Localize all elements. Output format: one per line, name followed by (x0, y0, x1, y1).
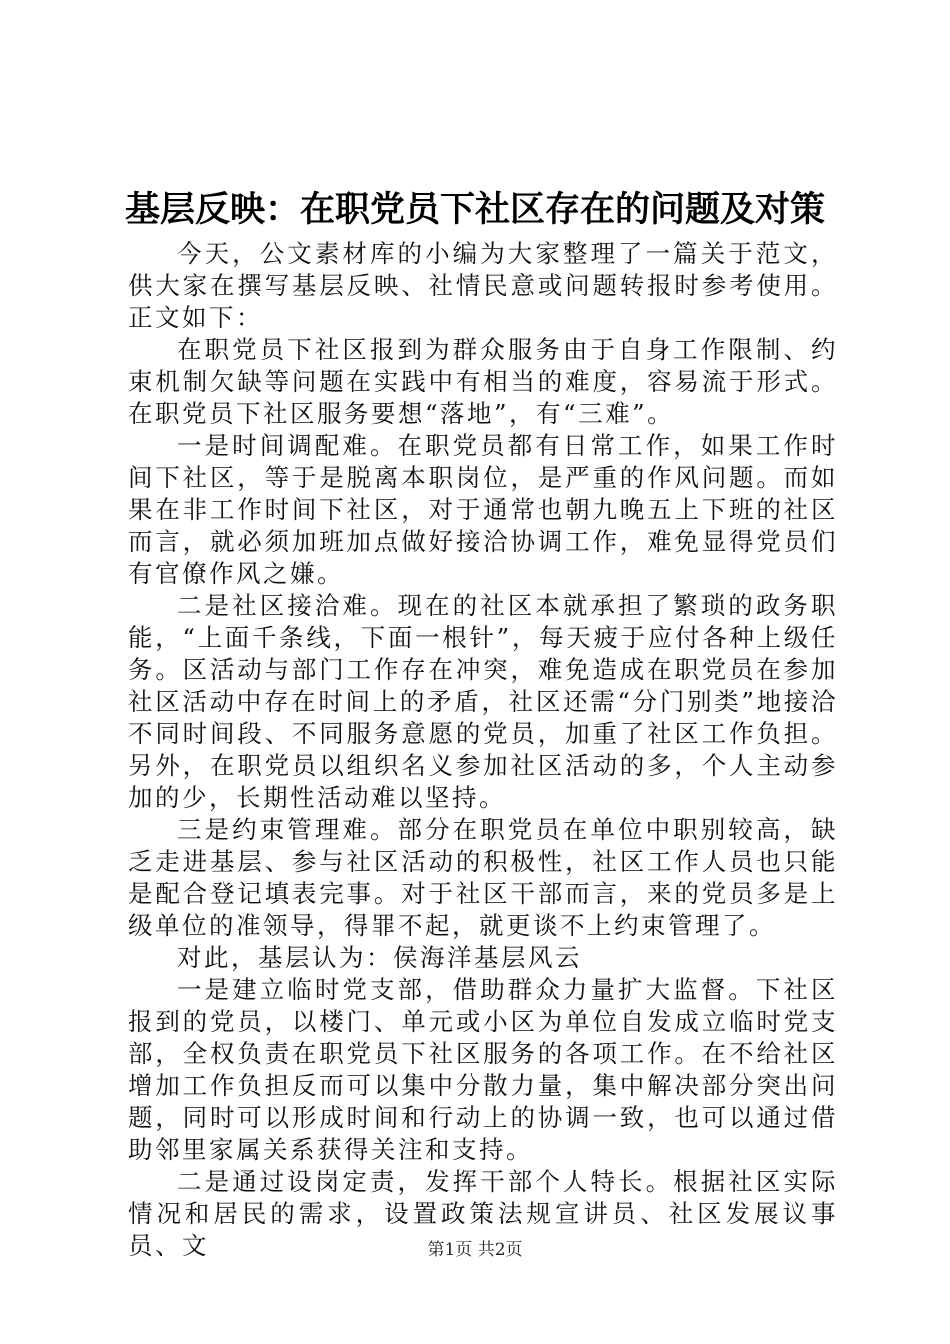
document-body (128, 238, 838, 1262)
paragraph-response-intro: 对此，基层认为：侯海洋基层风云 (177, 943, 582, 972)
paragraph-problem-1: 一是时间调配难。在职党员都有日常工作，如果工作时间下社区，等于是脱离本职岗位，是严重的作风问题。而如果在非工作时间下社区，对于通常也朝九晚五上下班的社区而言，就必须加班加点做好接洽协调工作，难免显得党员们有官僚作风之嫌。 (128, 431, 838, 588)
paragraph-measure-2: 二是通过设岗定责，发挥干部个人特长。根据社区实际情况和居民的需求，设置政策法规宣讲员、社区发展议事员、文 (128, 1167, 838, 1260)
paragraph-problem-2: 二是社区接洽难。现在的社区本就承担了繁琐的政务职能，“上面千条线，下面一根针”，每天疲于应付各种上级任务。区活动与部门工作存在冲突，难免造成在职党员在参加社区活动中存在时间上的矛盾，社区还需“分门别类”地接洽不同时间段、不同服务意愿的党员，加重了社区工作负担。另外，在职党员以组织名义参加社区活动的多，个人主动参加的少，长期性活动难以坚持。 (128, 591, 838, 812)
paragraph-measure-1: 一是建立临时党支部，借助群众力量扩大监督。下社区报到的党员，以楼门、单元或小区为单位自发成立临时党支部，全权负责在职党员下社区服务的各项工作。在不给社区增加工作负担反而可以集中分散力量，集中解决部分突出问题，同时可以形成时间和行动上的协调一致，也可以通过借助邻里家属关系获得关注和支持。 (128, 975, 838, 1164)
paragraph-intro: 今天，公文素材库的小编为大家整理了一篇关于范文，供大家在撰写基层反映、社情民意或问题转报时参考使用。正文如下： (128, 239, 838, 332)
paragraph-background: 在职党员下社区报到为群众服务由于自身工作限制、约束机制欠缺等问题在实践中有相当的难度，容易流于形式。在职党员下社区服务要想“落地”，有“三难”。 (128, 335, 838, 428)
page-number-footer: 第1页 共2页 (427, 1240, 523, 1260)
document-title: 基层反映：在职党员下社区存在的问题及对策 (124, 189, 825, 230)
paragraph-problem-3: 三是约束管理难。部分在职党员在单位中职别较高，缺乏走进基层、参与社区活动的积极性，社区工作人员也只能是配合登记填表完事。对于社区干部而言，来的党员多是上级单位的准领导，得罪不起，就更谈不上约束管理了。 (128, 815, 838, 940)
